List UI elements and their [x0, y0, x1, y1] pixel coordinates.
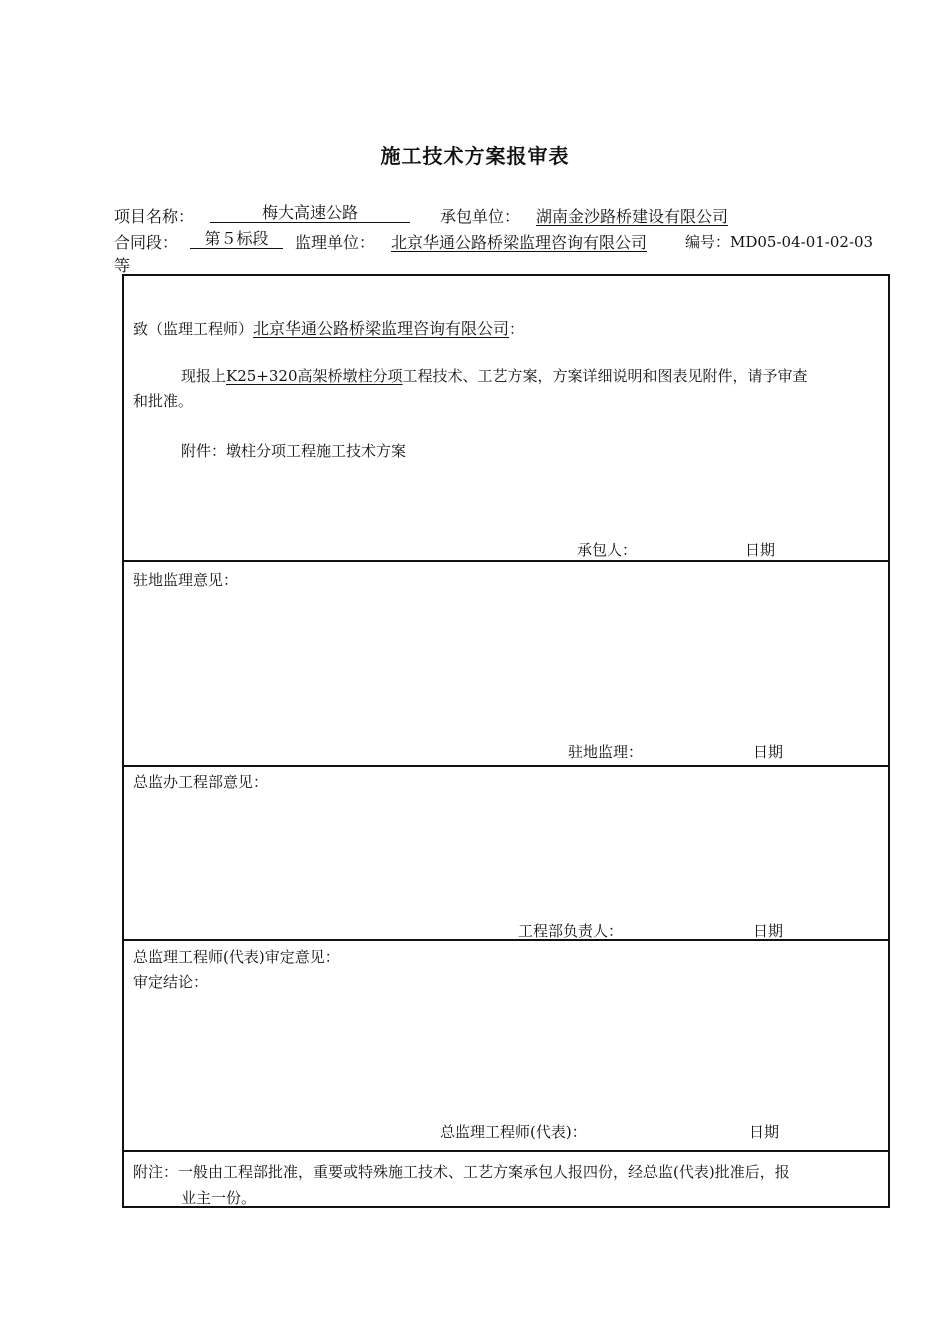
page-title: 施工技术方案报审表	[380, 144, 570, 168]
addressee-value: 北京华通公路桥梁监理咨询有限公司	[253, 319, 510, 338]
resident-sign-label: 驻地监理：	[568, 743, 644, 761]
report-prefix: 现报上	[181, 367, 227, 385]
engineering-opinion-heading: 总监办工程部意见：	[133, 773, 269, 791]
chief-date-label: 日期	[749, 1123, 780, 1141]
engineering-sign-label: 工程部负责人：	[518, 922, 624, 940]
chief-sign-label: 总监理工程师(代表)：	[440, 1123, 587, 1141]
contractor-value: 湖南金沙路桥建设有限公司	[536, 207, 729, 226]
addressee-line	[133, 316, 524, 339]
chief-conclusion-label: 审定结论：	[133, 973, 209, 991]
report-line-1	[181, 365, 808, 386]
report-item: K25+320高架桥墩柱分项	[226, 367, 403, 385]
divider-1	[124, 560, 888, 562]
divider-2	[124, 765, 888, 767]
divider-4	[124, 1150, 888, 1152]
note-line-2: 业主一份。	[181, 1189, 257, 1207]
report-line-2: 和批准。	[133, 392, 194, 410]
contract-section-label: 合同段：	[114, 233, 179, 252]
engineering-date-label: 日期	[753, 922, 784, 940]
resident-date-label: 日期	[753, 743, 784, 761]
attachment-line: 附件：墩柱分项工程施工技术方案	[181, 442, 407, 460]
project-name-value: 梅大高速公路	[210, 204, 410, 223]
contractor-date-label: 日期	[745, 541, 776, 559]
supervisor-value: 北京华通公路桥梁监理咨询有限公司	[391, 233, 648, 252]
resident-opinion-heading: 驻地监理意见：	[133, 571, 239, 589]
addressee-prefix: 致（监理工程师）	[133, 320, 254, 338]
note-line-1: 附注：一般由工程部批准，重要或特殊施工技术、工艺方案承包人报四份，经总监(代表)批准后，报	[133, 1163, 790, 1181]
chief-opinion-heading: 总监理工程师(代表)审定意见：	[133, 948, 340, 966]
contract-section-value: 第５标段	[190, 230, 283, 249]
report-text: 工程技术、工艺方案，方案详细说明和图表见附件，请予审查	[402, 367, 808, 385]
project-name-label: 项目名称：	[114, 207, 195, 226]
contractor-label: 承包单位：	[440, 207, 521, 226]
form-number: 编号：MD05-04-01-02-03	[685, 233, 874, 251]
supervisor-label: 监理单位：	[295, 233, 376, 252]
addressee-suffix: ：	[509, 320, 525, 338]
contractor-sign-label: 承包人：	[577, 541, 638, 559]
form-number-suffix: 等	[114, 256, 131, 275]
